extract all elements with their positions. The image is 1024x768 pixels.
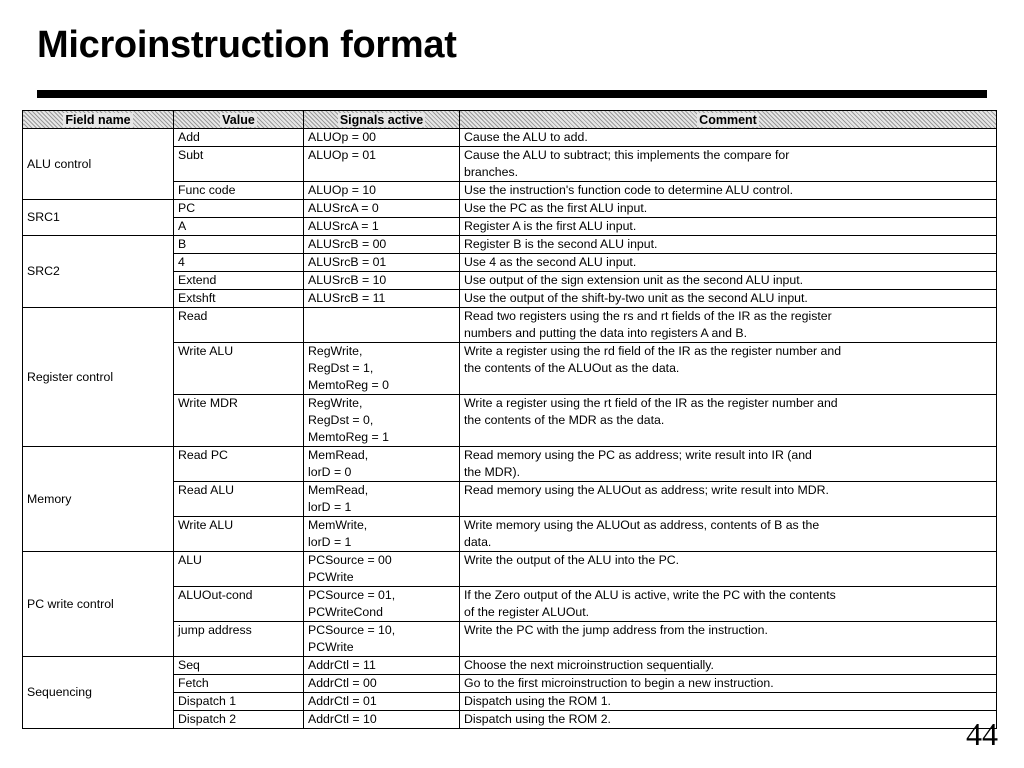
cell-signals-active: ALUOp = 01 [304,147,460,182]
cell-comment: Write the output of the ALU into the PC. [460,552,997,587]
cell-value: B [174,236,304,254]
table-row [23,447,997,482]
table-row [23,552,997,587]
cell-value: Seq [174,657,304,675]
cell-comment: Use the PC as the first ALU input. [460,200,997,218]
cell-value: Write ALU [174,343,304,395]
cell-comment: Dispatch using the ROM 1. [460,693,997,711]
cell-signals-active: PCSource = 01, PCWriteCond [304,587,460,622]
cell-value: Fetch [174,675,304,693]
cell-comment: Cause the ALU to subtract; this implements the compare for branches. [460,147,997,182]
cell-value: Read PC [174,447,304,482]
microinstruction-format-table [22,110,997,729]
cell-value: ALU [174,552,304,587]
table-row [23,657,997,675]
cell-comment: Read two registers using the rs and rt fields of the IR as the register numbers and putting the data into registers A and B. [460,308,997,343]
cell-value: Dispatch 1 [174,693,304,711]
cell-signals-active: MemRead, lorD = 0 [304,447,460,482]
table-row [23,236,997,254]
table-row [23,308,997,343]
cell-comment: Use 4 as the second ALU input. [460,254,997,272]
table-body [23,129,997,729]
title-divider [37,90,987,98]
cell-value: A [174,218,304,236]
cell-value: PC [174,200,304,218]
microinstruction-table-container [22,110,996,729]
cell-value: Extshft [174,290,304,308]
cell-field-name: SRC1 [23,200,174,236]
cell-comment: Write memory using the ALUOut as address, contents of B as the data. [460,517,997,552]
cell-field-name: SRC2 [23,236,174,308]
cell-signals-active: ALUSrcB = 11 [304,290,460,308]
cell-value: Subt [174,147,304,182]
cell-comment: Register B is the second ALU input. [460,236,997,254]
header-signals-active: Signals active [304,111,460,129]
cell-signals-active: PCSource = 00 PCWrite [304,552,460,587]
cell-comment: Use the output of the shift-by-two unit as the second ALU input. [460,290,997,308]
cell-value: Read ALU [174,482,304,517]
cell-value: Write MDR [174,395,304,447]
cell-signals-active: RegWrite, RegDst = 1, MemtoReg = 0 [304,343,460,395]
cell-field-name: Register control [23,308,174,447]
table-row [23,129,997,147]
cell-signals-active: AddrCtl = 01 [304,693,460,711]
cell-comment: Go to the first microinstruction to begin a new instruction. [460,675,997,693]
cell-signals-active: ALUOp = 00 [304,129,460,147]
cell-field-name: Memory [23,447,174,552]
cell-comment: Read memory using the PC as address; write result into IR (and the MDR). [460,447,997,482]
header-field-name: Field name [23,111,174,129]
cell-value: Func code [174,182,304,200]
cell-value: Write ALU [174,517,304,552]
cell-value: Read [174,308,304,343]
cell-comment: Dispatch using the ROM 2. [460,711,997,729]
cell-comment: Choose the next microinstruction sequentially. [460,657,997,675]
cell-signals-active: ALUSrcB = 10 [304,272,460,290]
cell-signals-active: ALUSrcA = 1 [304,218,460,236]
cell-comment: Write a register using the rt field of the IR as the register number and the contents of the MDR as the data. [460,395,997,447]
cell-signals-active: PCSource = 10, PCWrite [304,622,460,657]
cell-signals-active: AddrCtl = 00 [304,675,460,693]
cell-field-name: Sequencing [23,657,174,729]
cell-signals-active: MemWrite, lorD = 1 [304,517,460,552]
cell-signals-active: MemRead, lorD = 1 [304,482,460,517]
cell-comment: Register A is the first ALU input. [460,218,997,236]
cell-field-name: ALU control [23,129,174,200]
header-value: Value [174,111,304,129]
cell-value: Add [174,129,304,147]
cell-comment: Write a register using the rd field of the IR as the register number and the contents of the ALUOut as the data. [460,343,997,395]
cell-value: jump address [174,622,304,657]
cell-signals-active: RegWrite, RegDst = 0, MemtoReg = 1 [304,395,460,447]
cell-signals-active: ALUSrcB = 00 [304,236,460,254]
cell-comment: If the Zero output of the ALU is active, write the PC with the contents of the register ALUOut. [460,587,997,622]
page-number: 44 [966,716,998,752]
cell-value: Dispatch 2 [174,711,304,729]
cell-comment: Cause the ALU to add. [460,129,997,147]
cell-signals-active [304,308,460,343]
cell-value: ALUOut-cond [174,587,304,622]
cell-comment: Write the PC with the jump address from the instruction. [460,622,997,657]
table-row [23,200,997,218]
cell-field-name: PC write control [23,552,174,657]
cell-value: Extend [174,272,304,290]
cell-value: 4 [174,254,304,272]
cell-signals-active: AddrCtl = 11 [304,657,460,675]
header-comment: Comment [460,111,997,129]
cell-signals-active: ALUSrcA = 0 [304,200,460,218]
cell-signals-active: AddrCtl = 10 [304,711,460,729]
cell-comment: Read memory using the ALUOut as address; write result into MDR. [460,482,997,517]
cell-comment: Use the instruction's function code to determine ALU control. [460,182,997,200]
table-header-row [23,111,997,129]
cell-signals-active: ALUSrcB = 01 [304,254,460,272]
cell-comment: Use output of the sign extension unit as the second ALU input. [460,272,997,290]
slide-title: Microinstruction format [37,24,457,66]
cell-signals-active: ALUOp = 10 [304,182,460,200]
